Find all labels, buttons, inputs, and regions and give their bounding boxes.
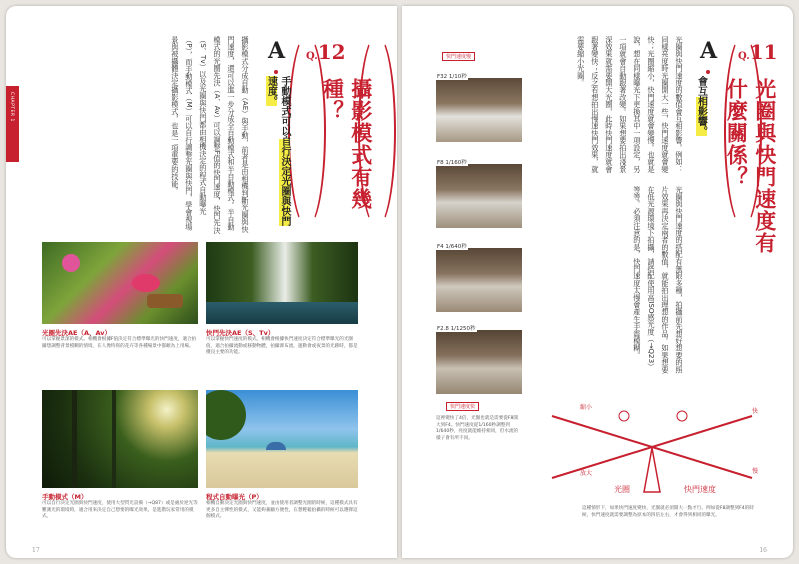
question-number-right: Q.11 xyxy=(738,40,778,64)
photo-beach-caption: 相機自動決定光圈與快門速度，並由使用者調整光圈的時候，這種模式具有更多自主彈性的模式，又能夠兼顧方便性，在想輕鬆拍攝的時候可以選擇這個模式。 xyxy=(206,501,358,520)
diagram-slow-label: 慢 xyxy=(752,468,759,475)
body-text: 攝影模式分成自動（AE）與手動，前者是由相機判斷光圈與快門速度，還可以進一步分成全自動模式和半自動模式。半自動模式的光圈先決（A、Av）可以調整F值的快門速度，快門先決（S、Tv）以及光圈與快門都由相機決定的程式自動曝光（P），而手動模式（M）可以自行調整光圈與快門，學會視場景與被攝體決定攝影模式，也是一項重要的技能。 xyxy=(170,36,250,234)
body-text-right-2: 光圈與快門速度的搭配有無限多種，拍攝前先想好想要的照片效果再決定兩者的數值，就能拍出理想的作品。如果想要在低光源環境下拍攝，請搭配使用高ISO感光度（→Q23）等等。必須注意的是，快門速度太慢會產生手震模糊。 xyxy=(632,186,684,374)
diagram-caption: 這種情形下，如果快門速度變快，光圈就必須開大一點才行。例如從F8調整到F4的時候，快門速度就需要調整為原本的四倍左右，才會得到相同的曝光。 xyxy=(582,506,754,518)
fountain-frame-2 xyxy=(436,164,522,228)
photo-flowers-caption: 可以掌握景深的模式。相機會根據F值決定符合標準曝光的快門速度，適合拍攝想調整背景模糊的情境，在人像特寫的花卉等各種場景中都頗為上用場。 xyxy=(42,337,197,349)
seesaw-diagram xyxy=(532,388,772,498)
left-page xyxy=(6,6,397,558)
diagram-large-label: 放大 xyxy=(580,470,593,477)
photo-beach xyxy=(206,390,358,488)
photo-beach-title: 程式自動曝光（P） xyxy=(206,493,263,501)
body-text-right: 光圈與快門速度的數值會互相影響。例如：同樣亮度時光圈開大一些，快門速度就會變快；光圈縮小，快門速度就會變慢。也就是說，想在同樣曝光下更換其中一項設定，另一項就會自動跟著改變。如果想要拍出淺景深效果就需要開大光圈，此時快門速度就會跟著變快；反之若想拍出慢速快門效果，就需要縮小光圈。 xyxy=(576,36,684,173)
answer-headline: 手動模式可以自行決定光圈與快門速度。 xyxy=(265,76,290,226)
photo-flowers xyxy=(42,242,198,324)
diagram-fast-label: 快 xyxy=(752,408,759,415)
photo-forest-title: 手動模式（M） xyxy=(42,493,88,501)
fountain-frame-4-label: F2.8 1/1250秒 xyxy=(437,326,476,332)
fountain-frame-2-label: F8 1/160秒 xyxy=(437,160,467,166)
fountain-frame-1 xyxy=(436,78,522,142)
callout-fast-shutter: 快門速度快 xyxy=(446,402,479,411)
diagram-aperture-label: 光圈 xyxy=(614,485,630,494)
fountain-frame-4 xyxy=(436,330,522,394)
callout-slow-shutter: 快門速度慢 xyxy=(442,52,475,61)
photo-waterfall xyxy=(206,242,358,324)
page-number-right: 16 xyxy=(759,547,767,554)
page-number-left: 17 xyxy=(32,547,40,554)
question-title-right: 光圈與快門速度有什麼關係？ xyxy=(724,78,777,254)
question-title: 攝影模式有幾種？ xyxy=(320,78,373,210)
diagram-shutter-label: 快門速度 xyxy=(684,485,716,494)
photo-forest xyxy=(42,390,198,488)
photo-forest-caption: 可以自行決定光圈與快門速度，使用大型閃光設備（→Q87）或是處於逆光等難測光的環境時，適合用來決定自己想要的曝光效果，是進階玩家常用的模式。 xyxy=(42,501,198,520)
answer-letter-right: A xyxy=(700,38,718,64)
fountain-frame-3 xyxy=(436,248,522,312)
chapter-tab-label: CHAPTER 1 xyxy=(9,92,14,122)
chapter-tab[interactable] xyxy=(6,86,19,162)
answer-letter: A xyxy=(268,38,286,64)
photo-waterfall-caption: 可以掌握快門速度的模式。相機會根據快門速度決定符合標準曝光的光圈值，適合拍攝流動或移動物體，拍攝瀑布流、運動會或夜景的光跡時，都是優良主要的功能。 xyxy=(206,337,358,356)
answer-dot xyxy=(274,70,278,74)
answer-headline-right: 會互相影響。 xyxy=(695,76,707,136)
answer-dot-right xyxy=(706,70,710,74)
fountain-frame-1-label: F32 1/10秒 xyxy=(437,74,467,80)
diagram-left-caption: 這裡變快了4倍，光圈也就是需要從F8開大到F4。快門速度從1/160秒調整到1/640秒，亮度就能維持相同，但水流的樣子會有所不同。 xyxy=(436,416,519,441)
photo-flowers-title: 光圈先決AE（A、Av） xyxy=(42,329,112,337)
photo-waterfall-title: 快門先決AE（S、Tv） xyxy=(206,329,275,337)
right-page xyxy=(402,6,793,558)
diagram-small-label: 縮小 xyxy=(580,404,593,411)
question-number: Q.12 xyxy=(306,40,346,64)
fountain-frame-3-label: F4 1/640秒 xyxy=(437,244,467,250)
